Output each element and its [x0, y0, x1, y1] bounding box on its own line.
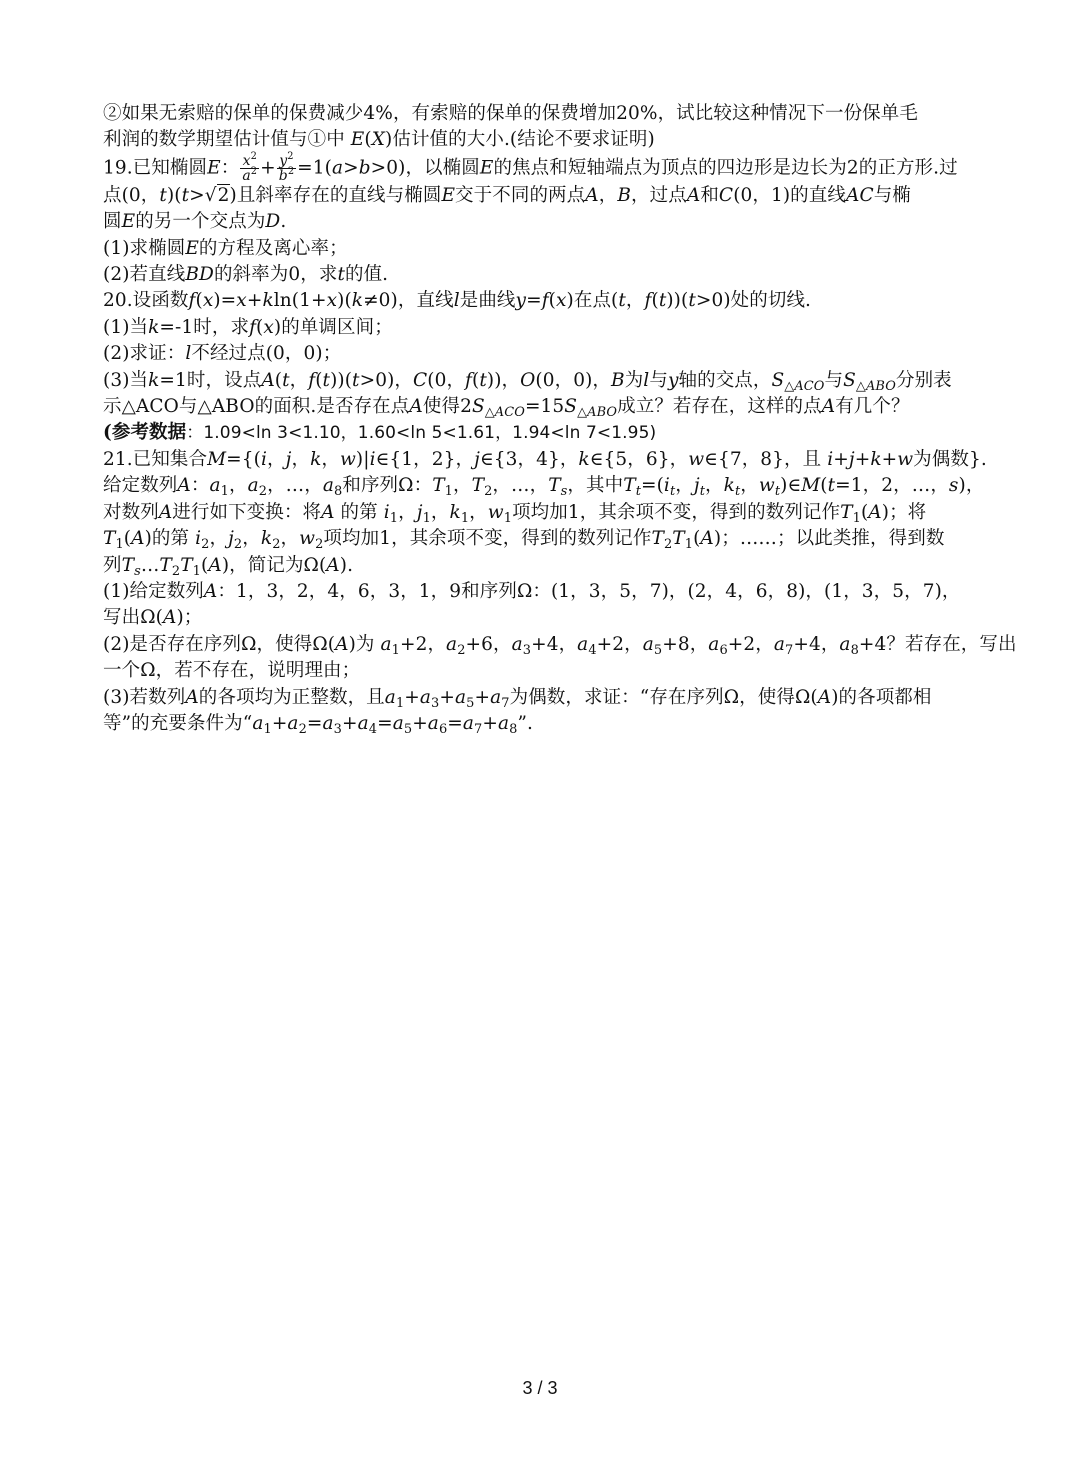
- q21-line-3: 对数列A进行如下变换：将A 的第 $i_1$，$j_1$，$k_1$，$w_1$项均加1，其余项不变，得到的数列记作$T_1(A)$；将: [103, 501, 927, 526]
- fraction-x2-a2: $\frac{x^2}{a^2}$: [242, 150, 258, 184]
- q21-line-5: 列$T_s\dots T_2T_1(A)$，简记为Ω(A).: [103, 554, 354, 579]
- q21-line-1: 21.已知集合M={(i，j，k，w)|i∈{1，2}，j∈{3，4}，k∈{5，6}，w∈{7，8}，且 i+j+k+w为偶数}.: [103, 448, 987, 470]
- fraction-y2-b2: $\frac{y^2}{b^2}$: [278, 150, 295, 184]
- q19-line-1: 19.已知椭圆E： $\frac{x^2}{a^2}$ + $\frac{y^2}{b^2}$ =1(a>b>0)，以椭圆E的焦点和短轴端点为顶点的四边形是边长为2的正方形.过: [103, 150, 958, 184]
- q19-line-3: 圆E的另一个交点为D.: [103, 211, 287, 233]
- q20-part-2: (2)求证：l不经过点(0，0)；: [103, 343, 342, 365]
- q21-part-2: (2)是否存在序列Ω，使得Ω(A)为 $a_1+2$，$a_2+6$，$a_3+4$，$a_4+2$，$a_5+8$，$a_6+2$，$a_7+4$，$a_8+4$？若存在，写出: [103, 633, 1017, 658]
- q21-line-2: 给定数列A：$a_1$，$a_2$，…，$a_8$和序列Ω：$T_1$，$T_2$，…，$T_s$，其中$T_t=(i_t$，$j_t$，$k_t$，$w_t)\in M(t=1$，2，…，s)，: [103, 475, 985, 500]
- page-number: 3 / 3: [522, 1378, 558, 1398]
- q20-reference-data: (参考数据：1.09<ln 3<1.10，1.60<ln 5<1.61，1.94<ln 7<1.95): [103, 422, 657, 444]
- q21-part-3-line-2: 等”的充要条件为“$a_1+a_2=a_3+a_4=a_5+a_6=a_7+a_8$”.: [103, 712, 534, 737]
- q20-part-3: (3)当k=1时，设点A(t，f(t))(t>0)，C(0，f(t))，O(0，0)，B为l与y轴的交点，$S_{\triangle ACO}$与$S_{\triangle ABO}$分别表: [103, 369, 952, 394]
- q18-line-2: 利润的数学期望估计值与①中 E(X)估计值的大小.(结论不要求证明): [103, 129, 655, 151]
- q20-part-1: (1)当k=-1时，求f(x)的单调区间；: [103, 316, 393, 338]
- q20-line-1: 20.设函数f(x)=x+kln(1+x)(k≠0)，直线l是曲线y=f(x)在点(t，f(t))(t>0)处的切线.: [103, 290, 812, 312]
- q19-part-1: (1)求椭圆E的方程及离心率；: [103, 237, 348, 259]
- q18-line-1: ②如果无索赔的保单的保费减少4%，有索赔的保单的保费增加20%，试比较这种情况下一份保单毛: [103, 103, 918, 124]
- q19-line-2: 点(0，t)(t>√2)且斜率存在的直线与椭圆E交于不同的两点A，B，过点A和C(0，1)的直线AC与椭: [103, 184, 911, 206]
- document-body: [103, 101, 1017, 737]
- q20-part-3-line-2: 示△ACO与△ABO的面积.是否存在点A使得$2S_{\triangle ACO}=15S_{\triangle ABO}$成立？若存在，这样的点A有几个？: [103, 396, 910, 421]
- q21-part-3: (3)若数列A的各项均为正整数，且$a_1+a_3+a_5+a_7$为偶数，求证：“存在序列Ω，使得Ω(A)的各项都相: [103, 686, 932, 711]
- q21-line-4: $T_1(A)$的第 $i_2$，$j_2$，$k_2$，$w_2$项均加1，其余项不变，得到的数列记作$T_2T_1(A)$；……；以此类推，得到数: [103, 528, 945, 553]
- q21-part-2-line-2: 一个Ω，若不存在，说明理由；: [103, 660, 361, 682]
- q21-part-1-line-2: 写出Ω(A)；: [103, 607, 203, 629]
- q21-part-1: (1)给定数列A：1，3，2，4，6，3，1，9和序列Ω：(1，3，5，7)，(2，4，6，8)，(1，3，5，7)，: [103, 580, 961, 602]
- q19-part-2: (2)若直线BD的斜率为0，求t的值.: [103, 264, 389, 286]
